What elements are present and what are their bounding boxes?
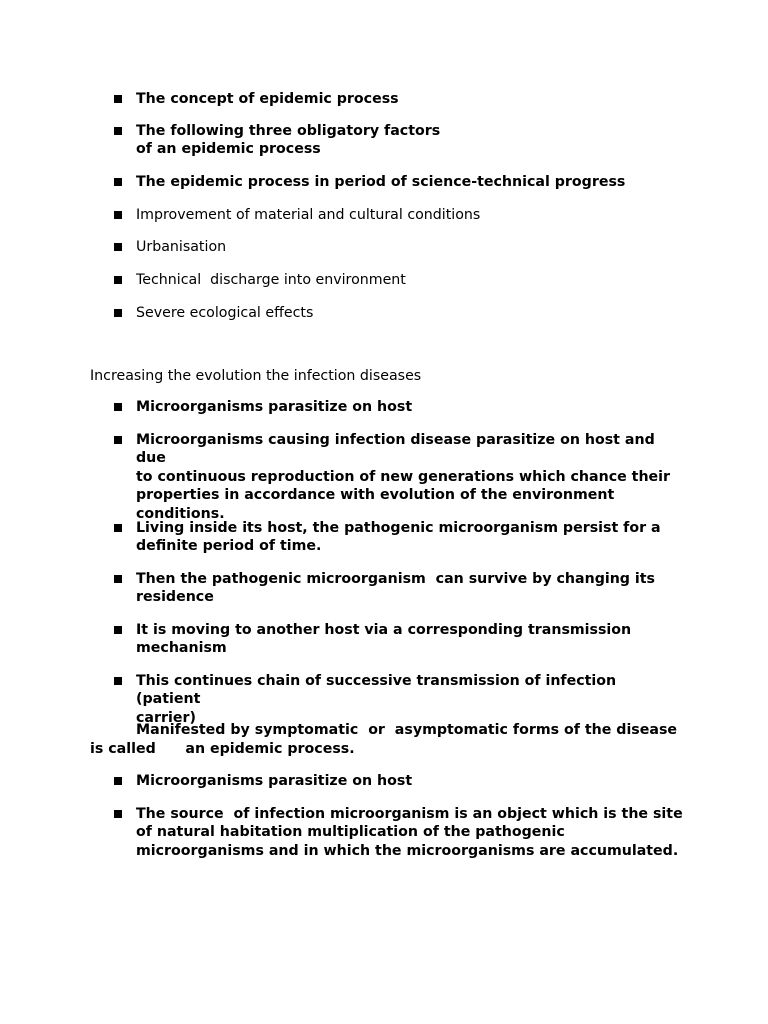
list-item-text: The concept of epidemic process <box>136 91 399 107</box>
section-heading: Increasing the evolution the infection diseases <box>90 368 422 384</box>
list-item <box>114 173 684 191</box>
list-item-text: The following three obligatory factors of an epidemic process <box>136 123 441 158</box>
list-item <box>114 805 684 860</box>
list-item-text: Microorganisms parasitize on host <box>136 399 413 415</box>
square-bullet-icon <box>114 243 122 251</box>
list-item-text: Urbanisation <box>136 239 227 255</box>
square-bullet-icon <box>114 626 122 634</box>
list-item <box>114 398 684 416</box>
manifested-paragraph-line-1: Manifested by symptomatic or asymptomatic forms of the disease <box>136 722 678 738</box>
list-item <box>114 90 684 108</box>
square-bullet-icon <box>114 95 122 103</box>
list-item <box>114 672 684 727</box>
square-bullet-icon <box>114 178 122 186</box>
square-bullet-icon <box>114 309 122 317</box>
list-item <box>114 122 684 159</box>
list-item-text: This continues chain of successive transmission of infection (patient carrier) <box>136 673 617 726</box>
list-item <box>114 206 684 224</box>
square-bullet-icon <box>114 677 122 685</box>
list-item <box>114 519 684 556</box>
list-item-text: Microorganisms causing infection disease parasitize on host and due to continuous reproduction of new generations which chance their properties in accordance with evolution of the environment conditions. <box>136 432 671 522</box>
list-item <box>114 621 684 658</box>
square-bullet-icon <box>114 575 122 583</box>
square-bullet-icon <box>114 777 122 785</box>
list-item <box>114 772 684 790</box>
square-bullet-icon <box>114 276 122 284</box>
list-item <box>114 238 684 256</box>
list-item <box>114 304 684 322</box>
list-item <box>114 570 684 607</box>
list-item-text: Living inside its host, the pathogenic microorganism persist for a definite period of time. <box>136 520 661 555</box>
list-item <box>114 271 684 289</box>
list-item-text: The source of infection microorganism is an object which is the site of natural habitation multiplication of the pathogenic microorganisms and in which the microorganisms are accumulated. <box>136 806 683 859</box>
list-item-text: Severe ecological effects <box>136 305 314 321</box>
square-bullet-icon <box>114 403 122 411</box>
square-bullet-icon <box>114 127 122 135</box>
list-item <box>114 431 684 523</box>
list-item-text: Improvement of material and cultural conditions <box>136 207 481 223</box>
list-item-text: Technical discharge into environment <box>136 272 406 288</box>
manifested-paragraph-line-2: is called an epidemic process. <box>90 741 355 757</box>
list-item-text: It is moving to another host via a corresponding transmission mechanism <box>136 622 632 657</box>
square-bullet-icon <box>114 436 122 444</box>
list-item-text: The epidemic process in period of science-technical progress <box>136 174 626 190</box>
square-bullet-icon <box>114 211 122 219</box>
square-bullet-icon <box>114 810 122 818</box>
list-item-text: Microorganisms parasitize on host <box>136 773 413 789</box>
list-item-text: Then the pathogenic microorganism can survive by changing its residence <box>136 571 655 606</box>
square-bullet-icon <box>114 524 122 532</box>
